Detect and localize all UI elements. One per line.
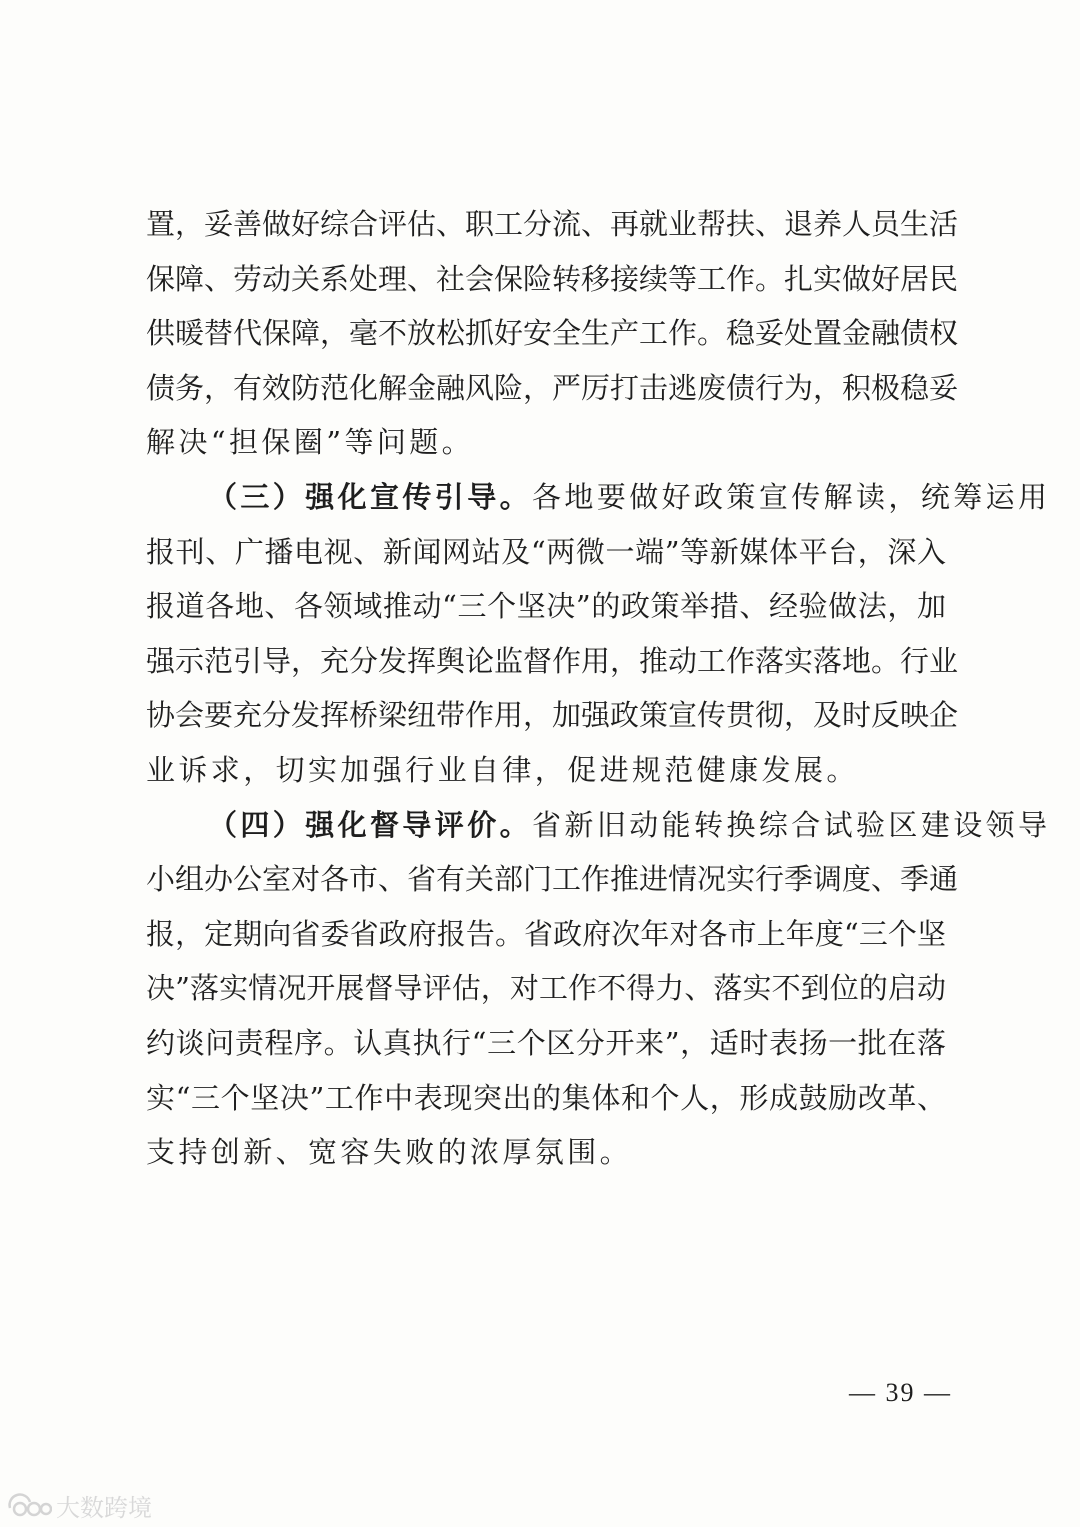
text-line: 业诉求，切实加强行业自律，促进规范健康发展。: [146, 752, 859, 787]
watermark-text: 大数跨境: [56, 1494, 152, 1522]
text-line: 报，定期向省委省政府报告。省政府次年对各市上年度“三个坚: [146, 916, 946, 951]
text-line: 强示范引导，充分发挥舆论监督作用，推动工作落实落地。行业: [146, 643, 959, 678]
watermark-logo-icon: [6, 1492, 52, 1520]
text-line: 支持创新、宽容失败的浓厚氛围。: [146, 1135, 633, 1170]
text-line: 供暖替代保障，毫不放松抓好安全生产工作。稳妥处置金融债权: [146, 316, 959, 351]
text-line: 报刊、广播电视、新闻网站及“两微一端”等新媒体平台，深入: [146, 534, 946, 569]
section-3-text: 各地要做好政策宣传解读，统筹运用: [532, 479, 1051, 514]
text-line: 保障、劳动关系处理、社会保险转移接续等工作。扎实做好居民: [146, 261, 959, 296]
section-3-first-line: [146, 470, 1051, 525]
document-body: [146, 197, 1051, 1180]
page-number: — 39 —: [849, 1378, 952, 1407]
text-line: 小组办公室对各市、省有关部门工作推进情况实行季调度、季通: [146, 862, 959, 897]
text-line: 债务，有效防范化解金融风险，严厉打击逃废债行为，积极稳妥: [146, 370, 959, 405]
watermark: [6, 1488, 152, 1523]
text-line: 协会要充分发挥桥梁纽带作用，加强政策宣传贯彻，及时反映企: [146, 698, 959, 733]
section-3-heading: （三）强化宣传引导。: [208, 479, 533, 514]
text-line: 解决“担保圈”等问题。: [146, 425, 475, 460]
text-line: 实“三个坚决”工作中表现突出的集体和个人，形成鼓励改革、: [146, 1080, 946, 1115]
section-4-first-line: [146, 798, 1051, 853]
section-4-heading: （四）强化督导评价。: [208, 807, 533, 842]
text-line: 置，妥善做好综合评估、职工分流、再就业帮扶、退养人员生活: [146, 207, 959, 241]
text-line: 约谈问责程序。认真执行“三个区分开来”，适时表扬一批在落: [146, 1025, 946, 1060]
section-4-text: 省新旧动能转换综合试验区建设领导: [532, 807, 1051, 842]
text-line: 决”落实情况开展督导评估，对工作不得力、落实不到位的启动: [146, 971, 946, 1006]
text-line: 报道各地、各领域推动“三个坚决”的政策举措、经验做法，加: [146, 589, 946, 624]
